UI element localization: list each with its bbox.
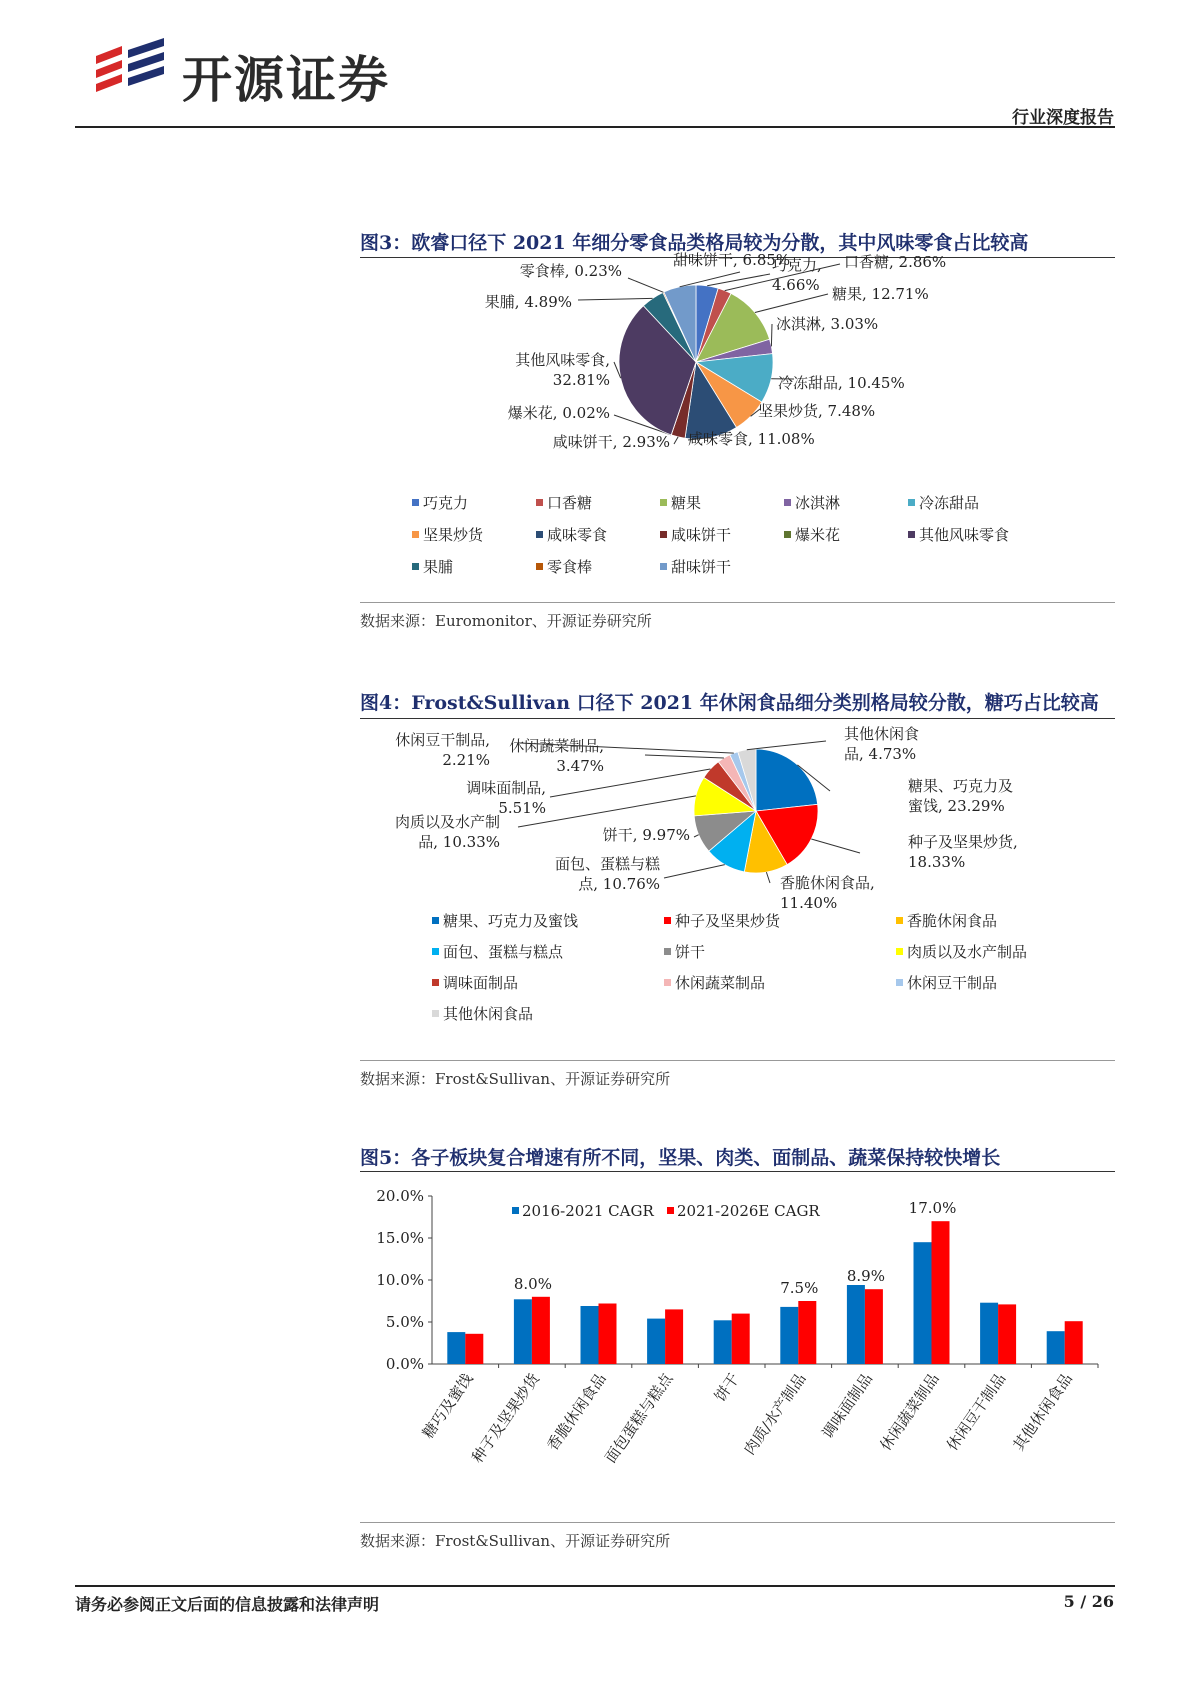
leader-line-8 — [645, 755, 724, 758]
bar-2-7 — [865, 1289, 883, 1364]
legend-swatch-3 — [660, 499, 667, 506]
x-tick-label-9: 休闲豆干制品 — [943, 1369, 1010, 1455]
footer-disclaimer: 请务必参阅正文后面的信息披露和法律声明 — [75, 1595, 380, 1614]
legend-label-6: 坚果炒货 — [423, 526, 484, 544]
bar-2-2 — [532, 1297, 550, 1364]
legend-swatch-6 — [412, 531, 419, 538]
figure-4-top-rule — [360, 718, 1115, 719]
slice-label-10: 其他休闲食品, 4.73% — [844, 725, 920, 763]
x-tick-label-4: 面包蛋糕与糕点 — [601, 1369, 677, 1467]
figure-4-bottom-rule — [360, 1060, 1115, 1061]
legend-label-10: 其他休闲食品 — [443, 1005, 534, 1023]
y-tick-label-3: 15.0% — [376, 1229, 424, 1247]
bar-2-1 — [465, 1334, 483, 1364]
bar-legend-swatch-1 — [512, 1207, 519, 1214]
slice-label-8: 咸味饼干, 2.93% — [552, 433, 670, 451]
slice-label-7: 咸味零食, 11.08% — [688, 430, 815, 448]
slice-label-9: 休闲豆干制品, 2.21% — [395, 731, 490, 769]
slice-label-4: 面包、蛋糕与糕点, 10.76% — [554, 855, 660, 893]
legend-label-4: 冰淇淋 — [795, 494, 841, 512]
x-tick-label-1: 糖巧及蜜饯 — [418, 1369, 477, 1442]
x-tick-label-3: 香脆休闲食品 — [543, 1369, 610, 1455]
legend-label-13: 甜味饼干 — [671, 558, 732, 576]
leader-line-10 — [747, 741, 826, 750]
slice-label-8: 休闲蔬菜制品, 3.47% — [509, 737, 604, 775]
legend-swatch-1 — [412, 499, 419, 506]
bar-2-4 — [665, 1309, 683, 1364]
legend-label-3: 香脆休闲食品 — [907, 912, 998, 930]
header-rule — [75, 126, 1115, 128]
leader-line-4 — [664, 865, 725, 878]
leader-line-13 — [680, 272, 740, 287]
figure-4-pie-chart — [360, 723, 1115, 1053]
company-logo — [92, 36, 170, 102]
figure-5-source: 数据来源：Frost&Sullivan、开源证券研究所 — [360, 1532, 671, 1550]
bar-2-8 — [932, 1221, 950, 1364]
x-tick-label-10: 其他休闲食品 — [1009, 1369, 1076, 1455]
legend-swatch-10 — [908, 531, 915, 538]
x-tick-label-8: 休闲蔬菜制品 — [876, 1369, 943, 1455]
leader-line-5 — [694, 835, 699, 837]
bar-1-7 — [847, 1285, 865, 1364]
legend-label-6: 肉质以及水产制品 — [907, 943, 1028, 961]
bar-2-3 — [599, 1304, 617, 1365]
legend-label-2: 口香糖 — [547, 494, 593, 512]
figure-3-source: 数据来源：Euromonitor、开源证券研究所 — [360, 612, 652, 630]
bar-1-2 — [514, 1299, 532, 1364]
slice-label-7: 调味面制品, 5.51% — [466, 779, 546, 817]
legend-swatch-1 — [432, 917, 439, 924]
leader-line-4 — [771, 324, 772, 346]
pie-slice-1 — [756, 749, 818, 811]
legend-swatch-3 — [896, 917, 903, 924]
legend-label-11: 果脯 — [423, 558, 454, 576]
slice-label-3: 糖果, 12.71% — [832, 285, 929, 303]
legend-swatch-8 — [660, 531, 667, 538]
legend-swatch-2 — [536, 499, 543, 506]
legend-label-3: 糖果 — [671, 494, 702, 512]
legend-swatch-4 — [784, 499, 791, 506]
legend-swatch-4 — [432, 948, 439, 955]
slice-label-12: 零食棒, 0.23% — [519, 262, 622, 280]
bar-2-9 — [998, 1304, 1016, 1364]
legend-swatch-8 — [664, 979, 671, 986]
data-label-1: 8.0% — [513, 1274, 552, 1293]
legend-swatch-7 — [432, 979, 439, 986]
slice-label-13: 甜味饼干, 6.85% — [673, 251, 791, 269]
slice-label-2: 种子及坚果炒货, 18.33% — [908, 833, 1018, 871]
bar-2-5 — [732, 1314, 750, 1364]
x-tick-label-5: 饼干 — [711, 1369, 743, 1405]
legend-swatch-7 — [536, 531, 543, 538]
legend-label-8: 咸味饼干 — [671, 526, 732, 544]
company-name: 开源证券 — [182, 51, 390, 109]
bar-1-8 — [914, 1242, 932, 1364]
legend-swatch-10 — [432, 1010, 439, 1017]
bar-1-5 — [714, 1320, 732, 1364]
legend-label-10: 其他风味零食 — [919, 526, 1010, 544]
figure-4-source: 数据来源：Frost&Sullivan、开源证券研究所 — [360, 1070, 671, 1088]
legend-label-2: 种子及坚果炒货 — [675, 912, 781, 930]
bar-legend-label-1: 2016-2021 CAGR — [522, 1202, 654, 1220]
legend-label-7: 调味面制品 — [443, 974, 519, 992]
y-tick-label-4: 20.0% — [376, 1187, 424, 1205]
slice-label-9: 爆米花, 0.02% — [507, 404, 610, 422]
legend-label-5: 冷冻甜品 — [919, 494, 980, 512]
slice-label-6: 肉质以及水产制品, 10.33% — [394, 813, 500, 851]
data-label-2: 7.5% — [780, 1279, 819, 1297]
bar-1-9 — [980, 1303, 998, 1364]
figure-3-pie-chart — [360, 251, 1115, 596]
legend-swatch-9 — [784, 531, 791, 538]
legend-label-8: 休闲蔬菜制品 — [675, 974, 766, 992]
slice-label-3: 香脆休闲食品, 11.40% — [780, 874, 875, 912]
report-type: 行业深度报告 — [1012, 108, 1114, 128]
leader-line-3 — [766, 872, 770, 883]
leader-line-12 — [628, 278, 663, 292]
slice-label-1: 糖果、巧克力及蜜饯, 23.29% — [908, 777, 1014, 815]
y-tick-label-1: 5.0% — [385, 1313, 424, 1331]
legend-label-5: 饼干 — [675, 943, 706, 961]
slice-label-5: 冷冻甜品, 10.45% — [778, 374, 905, 392]
legend-label-9: 爆米花 — [795, 526, 841, 544]
bar-2-6 — [798, 1301, 816, 1364]
legend-swatch-13 — [660, 563, 667, 570]
logo-mark-icon — [92, 36, 170, 102]
slice-label-11: 果脯, 4.89% — [484, 293, 572, 311]
legend-swatch-11 — [412, 563, 419, 570]
page-number: 5 / 26 — [1063, 1592, 1114, 1611]
legend-swatch-5 — [908, 499, 915, 506]
slice-label-10: 其他风味零食, 32.81% — [515, 351, 610, 389]
slice-label-6: 坚果炒货, 7.48% — [758, 402, 876, 420]
bar-legend-label-2: 2021-2026E CAGR — [677, 1202, 820, 1220]
legend-swatch-6 — [896, 948, 903, 955]
footer-rule — [75, 1585, 1115, 1587]
x-tick-label-2: 种子及坚果炒货 — [468, 1369, 544, 1467]
figure-5-bar-chart — [360, 1176, 1115, 1516]
leader-line-1 — [707, 274, 770, 286]
slice-label-2: 口香糖, 2.86% — [844, 253, 947, 271]
legend-swatch-12 — [536, 563, 543, 570]
figure-5-bottom-rule — [360, 1522, 1115, 1523]
bar-1-3 — [581, 1306, 599, 1364]
legend-swatch-2 — [664, 917, 671, 924]
bar-1-10 — [1047, 1331, 1065, 1364]
figure-5-title: 图5：各子板块复合增速有所不同，坚果、肉类、面制品、蔬菜保持较快增长 — [360, 1147, 1001, 1169]
legend-swatch-9 — [896, 979, 903, 986]
legend-label-4: 面包、蛋糕与糕点 — [443, 943, 564, 961]
figure-3-bottom-rule — [360, 602, 1115, 603]
slice-label-4: 冰淇淋, 3.03% — [776, 315, 879, 333]
legend-label-12: 零食棒 — [547, 558, 593, 576]
figure-5-top-rule — [360, 1171, 1115, 1172]
leader-line-8 — [674, 437, 678, 444]
data-label-3: 8.9% — [846, 1267, 885, 1286]
bar-1-1 — [447, 1332, 465, 1364]
y-tick-label-0: 0.0% — [385, 1355, 424, 1373]
data-label-4: 17.0% — [908, 1199, 957, 1218]
leader-line-3 — [755, 294, 828, 313]
y-tick-label-2: 10.0% — [376, 1271, 424, 1289]
legend-label-1: 糖果、巧克力及蜜饯 — [443, 912, 579, 930]
slice-label-1: 巧克力, 4.66% — [772, 256, 822, 294]
bar-1-4 — [647, 1319, 665, 1364]
bar-2-10 — [1065, 1321, 1083, 1364]
figure-3-title: 图3：欧睿口径下 2021 年细分零食品类格局较为分散，其中风味零食占比较高 — [360, 232, 1029, 254]
x-tick-label-7: 调味面制品 — [818, 1369, 877, 1442]
legend-label-1: 巧克力 — [423, 494, 469, 512]
legend-label-9: 休闲豆干制品 — [907, 974, 998, 992]
slice-label-5: 饼干, 9.97% — [602, 826, 690, 844]
legend-label-7: 咸味零食 — [547, 526, 608, 544]
figure-4-title: 图4：Frost&Sullivan 口径下 2021 年休闲食品细分类别格局较分散，糖巧占比较高 — [360, 692, 1099, 714]
leader-line-11 — [578, 298, 653, 300]
x-tick-label-6: 肉质/水产制品 — [740, 1369, 810, 1459]
legend-swatch-5 — [664, 948, 671, 955]
bar-legend-swatch-2 — [667, 1207, 674, 1214]
bar-1-6 — [780, 1307, 798, 1364]
leader-line-2 — [811, 839, 860, 853]
